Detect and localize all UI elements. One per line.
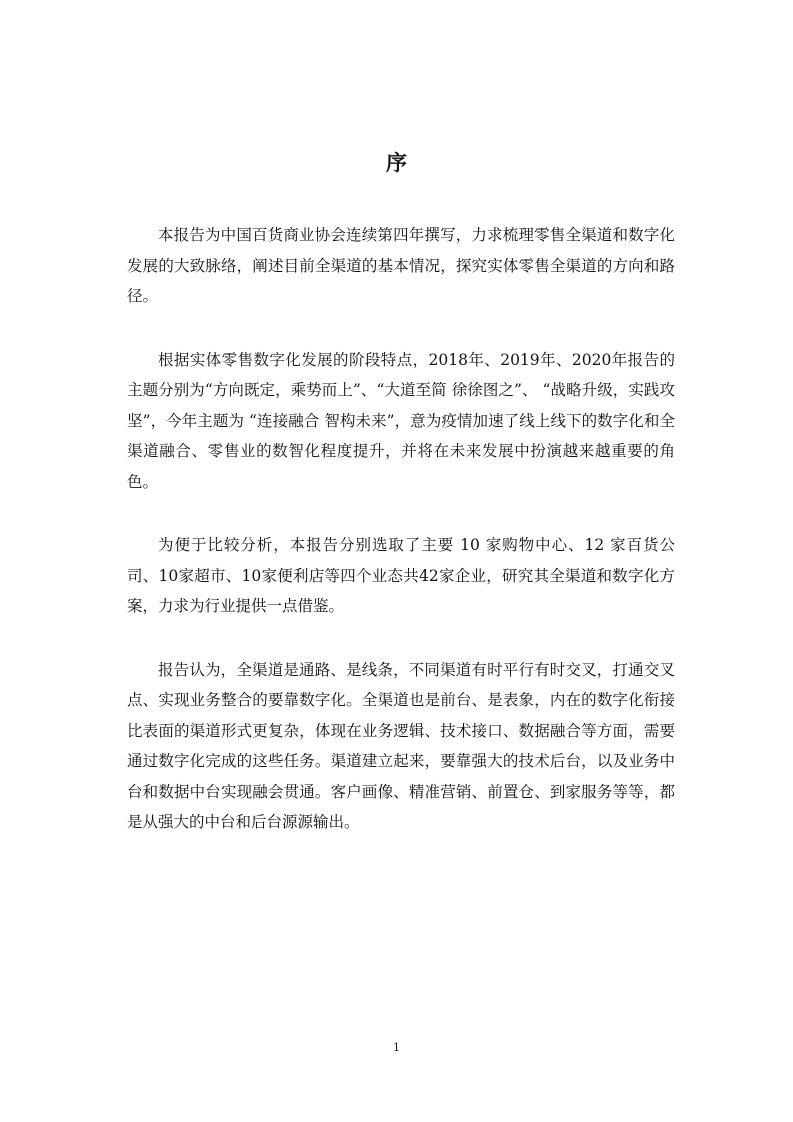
page-title: 序	[386, 150, 407, 175]
paragraph-3: 为便于比较分析，本报告分别选取了主要 10 家购物中心、12 家百货公司、10家超市、10家便利店等四个业态共42家企业，研究其全渠道和数字化方案，力求为行业提供一点借鉴。	[127, 536, 675, 615]
page-number: 1	[393, 1041, 400, 1054]
body-text	[127, 220, 675, 871]
paragraph-2: 根据实体零售数字化发展的阶段特点，2018年、2019年、2020年报告的主题分别为“方向既定，乘势而上”、“大道至简 徐徐图之”、 “战略升级，实践攻坚”，今年主题为 “连接融合 智构未来”，意为疫情加速了线上线下的数字化和全渠道融合、零售业的数智化程度提升，并将在未来发展中扮演越来越重要的角色。	[127, 350, 675, 491]
paragraph-1: 本报告为中国百货商业协会连续第四年撰写，力求梳理零售全渠道和数字化发展的大致脉络，阐述目前全渠道的基本情况，探究实体零售全渠道的方向和路径。	[127, 226, 675, 305]
paragraph-4: 报告认为，全渠道是通路、是线条，不同渠道有时平行有时交叉，打通交叉点、实现业务整合的要靠数字化。全渠道也是前台、是表象，内在的数字化衔接比表面的渠道形式更复杂，体现在业务逻辑、技术接口、数据融合等方面，需要通过数字化完成的这些任务。渠道建立起来，要靠强大的技术后台，以及业务中台和数据中台实现融会贯通。客户画像、精准营销、前置仓、到家服务等等，都是从强大的中台和后台源源输出。	[127, 660, 675, 831]
